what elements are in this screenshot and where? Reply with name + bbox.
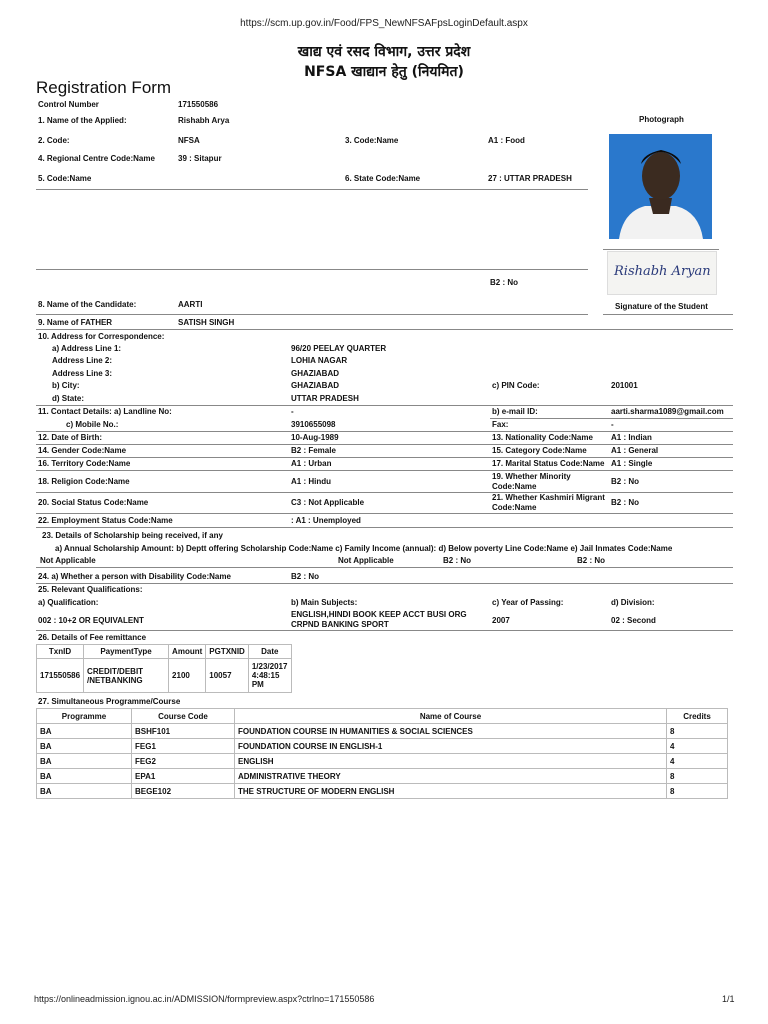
divider bbox=[603, 249, 719, 250]
city-value: GHAZIABAD bbox=[291, 381, 339, 390]
department-title: खाद्य एवं रसद विभाग, उत्तर प्रदेश bbox=[297, 44, 471, 60]
religion-label: 18. Religion Code:Name bbox=[38, 477, 130, 486]
marital-label: 17. Marital Status Code:Name bbox=[492, 459, 605, 468]
qualification-label: a) Qualification: bbox=[38, 598, 99, 607]
family-income-value: Not Applicable bbox=[338, 556, 394, 565]
code-name-value: A1 : Food bbox=[488, 136, 525, 145]
social-status-label: 20. Social Status Code:Name bbox=[38, 498, 149, 507]
scholarship-amount-value: Not Applicable bbox=[40, 556, 96, 565]
address-line3-value: GHAZIABAD bbox=[291, 369, 339, 378]
credits-cell: 8 bbox=[667, 724, 728, 739]
table-row bbox=[37, 784, 728, 799]
course-name-cell: ADMINISTRATIVE THEORY bbox=[235, 769, 667, 784]
kashmiri-label-line1: 21. Whether Kashmiri Migrant bbox=[492, 493, 605, 502]
scholarship-subheading: a) Annual Scholarship Amount: b) Deptt offering Scholarship Code:Name c) Family Income (annual): d) Below poverty Line Code:Name e) Jail Inmates Code:Name bbox=[55, 544, 673, 553]
qualification-value: 002 : 10+2 OR EQUIVALENT bbox=[38, 616, 144, 625]
state-label: d) State: bbox=[52, 394, 84, 403]
pin-label: c) PIN Code: bbox=[492, 381, 540, 390]
divider bbox=[36, 567, 733, 568]
minority-value: B2 : No bbox=[611, 477, 639, 486]
table-row bbox=[37, 739, 728, 754]
signature-text: Rishabh Aryan bbox=[614, 264, 711, 279]
fee-pgtxnid: 10057 bbox=[206, 659, 249, 693]
email-value: aarti.sharma1089@gmail.com bbox=[611, 407, 724, 416]
gender-label: 14. Gender Code:Name bbox=[38, 446, 127, 455]
fee-amount: 2100 bbox=[169, 659, 206, 693]
gender-value: B2 : Female bbox=[291, 446, 336, 455]
fee-header-txnid: TxnID bbox=[37, 645, 84, 659]
divider bbox=[36, 457, 733, 458]
applied-label: 1. Name of the Applied: bbox=[38, 116, 127, 125]
disability-value: B2 : No bbox=[291, 572, 319, 581]
nationality-value: A1 : Indian bbox=[611, 433, 652, 442]
address-line1-value: 96/20 PEELAY QUARTER bbox=[291, 344, 387, 353]
fee-table bbox=[36, 644, 292, 693]
scholarship-heading: 23. Details of Scholarship being received, if any bbox=[42, 531, 223, 540]
programme-cell: BA bbox=[37, 724, 132, 739]
course-code-cell: BSHF101 bbox=[132, 724, 235, 739]
mobile-value: 3910655098 bbox=[291, 420, 336, 429]
course-name-cell: FOUNDATION COURSE IN ENGLISH-1 bbox=[235, 739, 667, 754]
main-subjects-label: b) Main Subjects: bbox=[291, 598, 358, 607]
programme-cell: BA bbox=[37, 769, 132, 784]
course-code-cell: FEG1 bbox=[132, 739, 235, 754]
fee-header-payment-type: PaymentType bbox=[84, 645, 169, 659]
b2-value: B2 : No bbox=[490, 278, 518, 287]
address-line2-label: Address Line 2: bbox=[52, 356, 113, 365]
social-status-value: C3 : Not Applicable bbox=[291, 498, 365, 507]
regional-label: 4. Regional Centre Code:Name bbox=[38, 154, 155, 163]
candidate-name-label: 8. Name of the Candidate: bbox=[38, 300, 137, 309]
programme-header-course-code: Course Code bbox=[132, 709, 235, 724]
state-value: UTTAR PRADESH bbox=[291, 394, 359, 403]
divider bbox=[490, 418, 733, 419]
dob-label: 12. Date of Birth: bbox=[38, 433, 103, 442]
fee-txnid: 171550586 bbox=[37, 659, 84, 693]
form-title: Registration Form bbox=[36, 78, 172, 97]
minority-label-line1: 19. Whether Minority bbox=[492, 472, 571, 481]
divider bbox=[36, 405, 733, 406]
divider bbox=[36, 314, 588, 315]
signature-label: Signature of the Student bbox=[615, 302, 708, 311]
credits-cell: 8 bbox=[667, 784, 728, 799]
divider bbox=[36, 492, 733, 493]
divider bbox=[36, 329, 733, 330]
code5-label: 5. Code:Name bbox=[38, 174, 92, 183]
territory-value: A1 : Urban bbox=[291, 459, 332, 468]
division-value: 02 : Second bbox=[611, 616, 656, 625]
divider bbox=[36, 444, 733, 445]
category-label: 15. Category Code:Name bbox=[492, 446, 587, 455]
programme-heading: 27. Simultaneous Programme/Course bbox=[38, 697, 181, 706]
header-url: https://scm.up.gov.in/Food/FPS_NewNFSAFpsLoginDefault.aspx bbox=[240, 18, 528, 29]
year-of-passing-value: 2007 bbox=[492, 616, 510, 625]
territory-label: 16. Territory Code:Name bbox=[38, 459, 131, 468]
address-line1-label: a) Address Line 1: bbox=[52, 344, 122, 353]
programme-header-course-name: Name of Course bbox=[235, 709, 667, 724]
bpl-value: B2 : No bbox=[443, 556, 471, 565]
fee-date: 1/23/2017 4:48:15 PM bbox=[248, 659, 291, 693]
photo-label: Photograph bbox=[639, 115, 684, 124]
marital-value: A1 : Single bbox=[611, 459, 653, 468]
programme-table bbox=[36, 708, 728, 799]
applied-value: Rishabh Arya bbox=[178, 116, 230, 125]
programme-cell: BA bbox=[37, 739, 132, 754]
scheme-title: NFSA खाद्यान हेतु (नियमित) bbox=[304, 64, 464, 80]
programme-header-credits: Credits bbox=[667, 709, 728, 724]
course-code-cell: FEG2 bbox=[132, 754, 235, 769]
student-signature bbox=[607, 251, 717, 295]
page-number: 1/1 bbox=[722, 994, 735, 1004]
code-name-label: 3. Code:Name bbox=[345, 136, 399, 145]
father-name-label: 9. Name of FATHER bbox=[38, 318, 113, 327]
fee-row bbox=[37, 659, 292, 693]
divider bbox=[36, 269, 588, 270]
divider bbox=[36, 431, 733, 432]
student-photo bbox=[609, 134, 712, 239]
credits-cell: 4 bbox=[667, 739, 728, 754]
employment-value: : A1 : Unemployed bbox=[291, 516, 361, 525]
course-code-cell: EPA1 bbox=[132, 769, 235, 784]
fee-header-date: Date bbox=[248, 645, 291, 659]
course-name-cell: ENGLISH bbox=[235, 754, 667, 769]
table-row bbox=[37, 724, 728, 739]
landline-label: 11. Contact Details: a) Landline No: bbox=[38, 407, 172, 416]
nationality-label: 13. Nationality Code:Name bbox=[492, 433, 593, 442]
divider bbox=[36, 513, 733, 514]
course-code-cell: BEGE102 bbox=[132, 784, 235, 799]
programme-cell: BA bbox=[37, 784, 132, 799]
dob-value: 10-Aug-1989 bbox=[291, 433, 339, 442]
control-number-value: 171550586 bbox=[178, 100, 219, 109]
table-row bbox=[37, 754, 728, 769]
divider bbox=[36, 583, 733, 584]
qualifications-heading: 25. Relevant Qualifications: bbox=[38, 585, 143, 594]
minority-label-line2: Code:Name bbox=[492, 482, 537, 491]
year-of-passing-label: c) Year of Passing: bbox=[492, 598, 564, 607]
address-heading: 10. Address for Correspondence: bbox=[38, 332, 165, 341]
address-line3-label: Address Line 3: bbox=[52, 369, 113, 378]
divider bbox=[36, 630, 733, 631]
programme-header-programme: Programme bbox=[37, 709, 132, 724]
course-name-cell: THE STRUCTURE OF MODERN ENGLISH bbox=[235, 784, 667, 799]
fax-value: - bbox=[611, 420, 614, 429]
control-number-label: Control Number bbox=[38, 100, 99, 109]
credits-cell: 8 bbox=[667, 769, 728, 784]
credits-cell: 4 bbox=[667, 754, 728, 769]
mobile-label: c) Mobile No.: bbox=[66, 420, 119, 429]
landline-value: - bbox=[291, 407, 294, 416]
code-label: 2. Code: bbox=[38, 136, 70, 145]
footer-url: https://onlineadmission.ignou.ac.in/ADMISSION/formpreview.aspx?ctrlno=171550586 bbox=[34, 994, 375, 1004]
father-name-value: SATISH SINGH bbox=[178, 318, 235, 327]
divider bbox=[36, 470, 733, 471]
regional-value: 39 : Sitapur bbox=[178, 154, 222, 163]
divider bbox=[36, 527, 733, 528]
city-label: b) City: bbox=[52, 381, 80, 390]
state-code-label: 6. State Code:Name bbox=[345, 174, 421, 183]
disability-label: 24. a) Whether a person with Disability Code:Name bbox=[38, 572, 231, 581]
kashmiri-label-line2: Code:Name bbox=[492, 503, 537, 512]
address-line2-value: LOHIA NAGAR bbox=[291, 356, 348, 365]
religion-value: A1 : Hindu bbox=[291, 477, 331, 486]
programme-cell: BA bbox=[37, 754, 132, 769]
candidate-name-value: AARTI bbox=[178, 300, 203, 309]
main-subjects-line1: ENGLISH,HINDI BOOK KEEP ACCT BUSI ORG bbox=[291, 610, 467, 619]
division-label: d) Division: bbox=[611, 598, 655, 607]
email-label: b) e-mail ID: bbox=[492, 407, 538, 416]
state-code-value: 27 : UTTAR PRADESH bbox=[488, 174, 572, 183]
person-photo-icon bbox=[609, 134, 712, 239]
fee-header-row bbox=[37, 645, 292, 659]
programme-header-row bbox=[37, 709, 728, 724]
fee-payment-type: CREDIT/DEBIT /NETBANKING bbox=[84, 659, 169, 693]
fax-label: Fax: bbox=[492, 420, 509, 429]
kashmiri-value: B2 : No bbox=[611, 498, 639, 507]
fee-header-pgtxnid: PGTXNID bbox=[206, 645, 249, 659]
course-name-cell: FOUNDATION COURSE IN HUMANITIES & SOCIAL SCIENCES bbox=[235, 724, 667, 739]
main-subjects-line2: CRPND BANKING SPORT bbox=[291, 620, 389, 629]
employment-label: 22. Employment Status Code:Name bbox=[38, 516, 173, 525]
category-value: A1 : General bbox=[611, 446, 659, 455]
jail-inmates-value: B2 : No bbox=[577, 556, 605, 565]
code-value: NFSA bbox=[178, 136, 200, 145]
divider bbox=[603, 314, 733, 315]
pin-value: 201001 bbox=[611, 381, 638, 390]
divider bbox=[36, 189, 588, 190]
table-row bbox=[37, 769, 728, 784]
fee-header-amount: Amount bbox=[169, 645, 206, 659]
fee-heading: 26. Details of Fee remittance bbox=[38, 633, 147, 642]
